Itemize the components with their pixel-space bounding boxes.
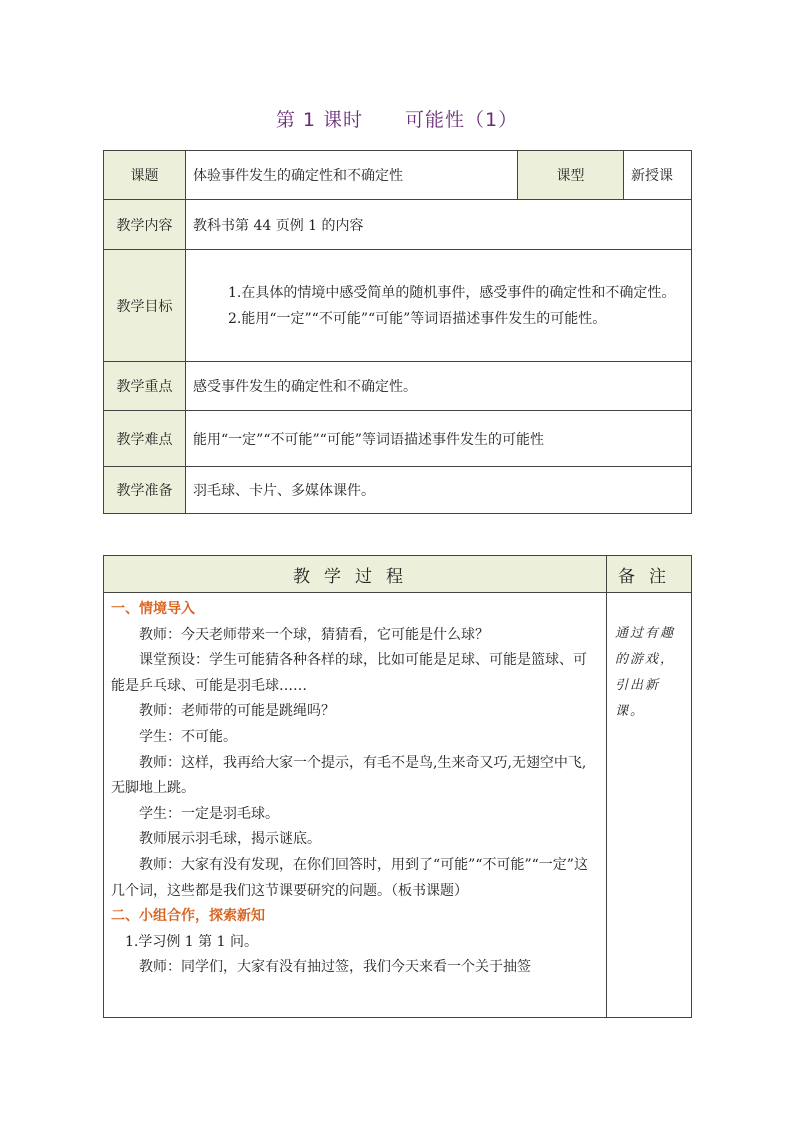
type-value: 新授课 <box>624 151 692 200</box>
content-label: 教学内容 <box>104 200 186 250</box>
lesson-number: 第 1 课时 <box>275 109 364 131</box>
process-line: 教师展示羽毛球，揭示谜底。 <box>139 831 321 848</box>
objectives <box>186 250 692 362</box>
process-line: 课堂预设：学生可能猜各种各样的球，比如可能是足球、可能是篮球、可能是乒乓球、可能是羽毛球…… <box>111 652 587 694</box>
section-1-heading: 一、情境导入 <box>111 601 195 617</box>
note-text: 通过有趣的游戏，引出新课。 <box>607 593 692 1018</box>
lesson-info-table <box>103 150 692 514</box>
difficulty-value: 能用“一定”“不可能”“可能”等词语描述事件发生的可能性 <box>186 411 692 467</box>
process-line: 学生：不可能。 <box>139 728 237 745</box>
key-label: 教学重点 <box>104 362 186 411</box>
prep-value: 羽毛球、卡片、多媒体课件。 <box>186 467 692 514</box>
process-line: 教师：老师带的可能是跳绳吗？ <box>139 703 335 720</box>
key-value: 感受事件发生的确定性和不确定性。 <box>186 362 692 411</box>
process-line: 教师：今天老师带来一个球，猜猜看，它可能是什么球？ <box>139 626 489 643</box>
process-line: 教师：这样，我再给大家一个提示，有毛不是鸟,生来奇又巧,无翅空中飞,无脚地上跳。 <box>111 754 587 797</box>
lesson-topic: 可能性（1） <box>405 109 519 131</box>
objective-2: 2.能用“一定”“不可能”“可能”等词语描述事件发生的可能性。 <box>228 310 607 327</box>
process-line: 学生：一定是羽毛球。 <box>139 805 279 822</box>
prep-label: 教学准备 <box>104 467 186 514</box>
objective-label: 教学目标 <box>104 250 186 362</box>
step-1-heading: 1.学习例 1 第 1 问。 <box>125 933 258 950</box>
difficulty-label: 教学难点 <box>104 411 186 467</box>
section-2-heading: 二、小组合作，探索新知 <box>111 908 265 925</box>
page-title <box>0 105 794 132</box>
teaching-process-table <box>103 555 692 1018</box>
process-header: 教学过程 <box>104 556 607 593</box>
process-line: 教师：同学们，大家有没有抽过签，我们今天来看一个关于抽签 <box>139 959 531 976</box>
topic-label: 课题 <box>104 151 186 200</box>
notes-header: 备注 <box>607 556 692 593</box>
process-line: 教师：大家有没有发现，在你们回答时，用到了“可能”“不可能”“一定”这几个词，这些都是我们这节课要研究的问题。（板书课题） <box>111 856 588 899</box>
type-label: 课型 <box>518 151 624 200</box>
objective-1: 1.在具体的情境中感受简单的随机事件，感受事件的确定性和不确定性。 <box>228 284 676 301</box>
topic-value: 体验事件发生的确定性和不确定性 <box>186 151 518 200</box>
content-value: 教科书第 44 页例 1 的内容 <box>186 200 692 250</box>
process-body <box>104 593 607 1018</box>
